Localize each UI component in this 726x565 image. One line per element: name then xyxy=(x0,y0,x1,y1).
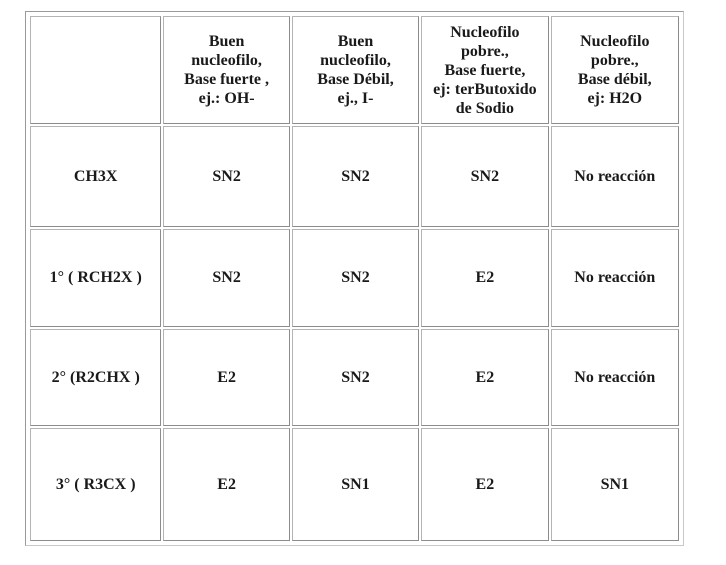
header-line: Nucleofilo xyxy=(450,23,520,41)
header-line: Base fuerte , xyxy=(184,71,270,89)
header-line: ej.: OH- xyxy=(198,90,255,108)
result-cell: E2 xyxy=(163,329,289,426)
result-cell: SN2 xyxy=(421,126,548,227)
header-row xyxy=(30,16,679,124)
result-cell: SN1 xyxy=(292,428,419,541)
header-line: ej: terButoxido xyxy=(433,80,537,98)
corner-cell xyxy=(30,16,161,124)
result-cell: SN2 xyxy=(163,126,289,227)
result-cell: SN2 xyxy=(292,126,419,227)
result-cell: SN1 xyxy=(551,428,679,541)
header-line: pobre., xyxy=(590,52,639,70)
result-cell: SN2 xyxy=(292,229,419,326)
header-line: de Sodio xyxy=(455,99,514,117)
result-cell: No reacción xyxy=(551,229,679,326)
header-line: pobre., xyxy=(461,42,509,60)
table-row xyxy=(30,126,679,227)
result-cell: No reacción xyxy=(551,329,679,426)
header-line: Base débil, xyxy=(577,71,652,89)
header-line: ej: H2O xyxy=(587,90,643,108)
result-cell: SN2 xyxy=(163,229,289,326)
substrate-cell: 2° (R2CHX ) xyxy=(30,329,161,426)
substrate-cell: CH3X xyxy=(30,126,161,227)
result-cell: E2 xyxy=(163,428,289,541)
header-line: nucleofilo, xyxy=(191,52,262,70)
substrate-cell: 1° ( RCH2X ) xyxy=(30,229,161,326)
header-line: Buen xyxy=(337,33,374,51)
reaction-conditions-table xyxy=(28,14,681,543)
result-cell: E2 xyxy=(421,329,548,426)
header-cell-poor-nucleophile-strong-base xyxy=(421,16,548,124)
header-line: Base Débil, xyxy=(317,71,394,89)
header-line: nucleofilo, xyxy=(320,52,391,70)
reaction-table-frame xyxy=(25,11,684,546)
header-cell-good-nucleophile-weak-base xyxy=(292,16,419,124)
result-cell: E2 xyxy=(421,229,548,326)
result-cell: E2 xyxy=(421,428,548,541)
table-row xyxy=(30,229,679,326)
header-line: ej., I- xyxy=(337,90,374,108)
table-row xyxy=(30,428,679,541)
header-cell-poor-nucleophile-weak-base xyxy=(551,16,679,124)
header-line: Nucleofilo xyxy=(580,33,650,51)
header-line: Base fuerte, xyxy=(444,61,526,79)
header-cell-good-nucleophile-strong-base xyxy=(163,16,289,124)
substrate-cell: 3° ( R3CX ) xyxy=(30,428,161,541)
table-row xyxy=(30,329,679,426)
result-cell: No reacción xyxy=(551,126,679,227)
header-line: Buen xyxy=(208,33,245,51)
result-cell: SN2 xyxy=(292,329,419,426)
